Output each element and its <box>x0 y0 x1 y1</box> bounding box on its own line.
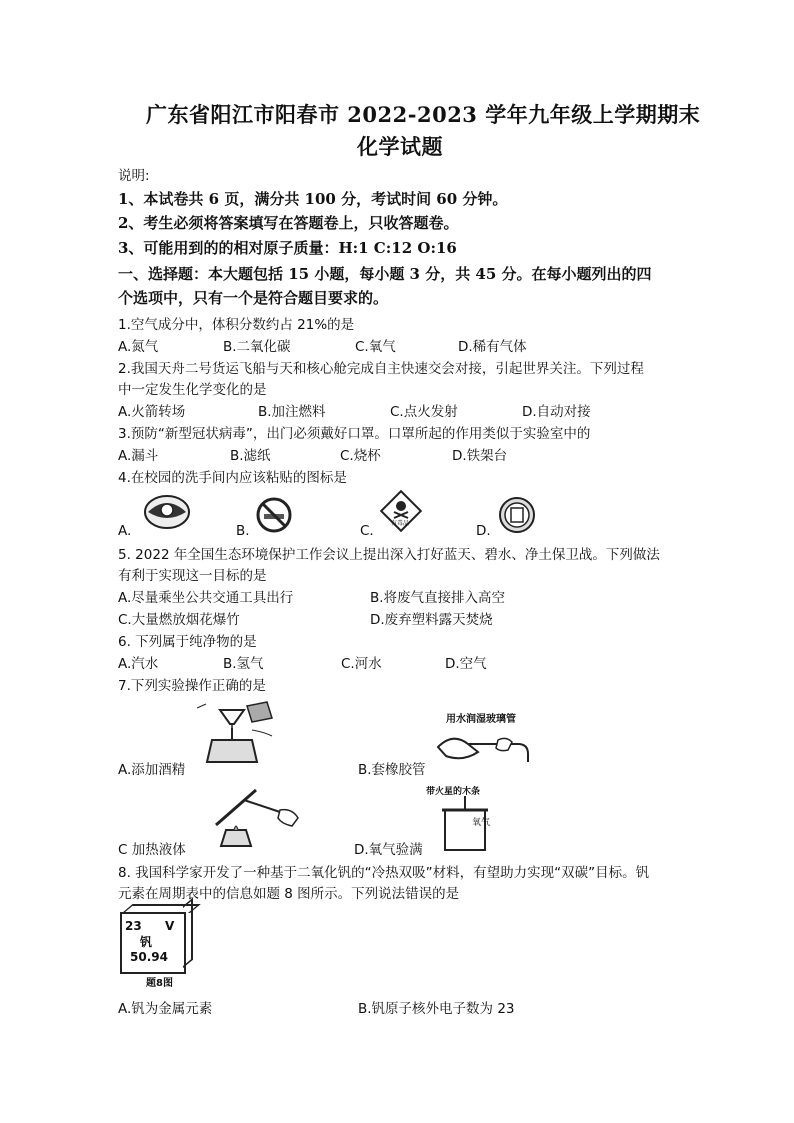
question-7: 7.下列实验操作正确的是 <box>118 678 266 694</box>
section-heading-cont: 个选项中，只有一个是符合题目要求的。 <box>118 289 389 307</box>
q1-option-a: A.氮气 <box>118 339 159 355</box>
alcohol-lamp-figure <box>192 700 282 770</box>
recycle-bin-icon <box>497 495 537 535</box>
q1-option-d: D.稀有气体 <box>458 339 527 355</box>
q4-option-b: B. <box>236 523 250 539</box>
q2-option-a: A.火箭转场 <box>118 404 186 420</box>
question-1: 1.空气成分中，体积分数约占 21%的是 <box>118 317 355 333</box>
question-2: 2.我国天舟二号货运飞船与天和核心舱完成自主快速交会对接，引起世界关注。下列过程 <box>118 361 644 377</box>
q6-option-a: A.汽水 <box>118 656 159 672</box>
toxic-label: 有毒品 <box>391 520 410 527</box>
q4-option-c: C. <box>360 523 374 539</box>
q3-option-a: A.漏斗 <box>118 448 159 464</box>
q7-d-caption: 带火星的木条 <box>426 787 481 797</box>
question-8-cont: 元素在周期表中的信息如题 8 图所示。下列说法错误的是 <box>118 886 460 902</box>
element-name: 钒 <box>140 935 153 949</box>
q3-option-d: D.铁架台 <box>452 448 508 464</box>
q3-option-b: B.滤纸 <box>230 448 271 464</box>
water-saving-icon <box>142 492 192 532</box>
page-subtitle: 化学试题 <box>357 134 443 159</box>
question-3: 3.预防“新型冠状病毒”，出门必须戴好口罩。口罩所起的作用类似于实验室中的 <box>118 426 591 442</box>
instruction-item: 1、本试卷共 6 页，满分共 100 分，考试时间 60 分钟。 <box>118 190 508 208</box>
q7-b-caption: 用水润湿玻璃管 <box>446 714 516 725</box>
q8-option-b: B.钒原子核外电子数为 23 <box>358 1001 515 1017</box>
q7-d-gas-label: 氧气 <box>472 818 491 828</box>
element-symbol: V <box>165 919 175 933</box>
question-5: 5. 2022 年全国生态环境保护工作会议上提出深入打好蓝天、碧水、净土保卫战。下列做法 <box>118 547 660 563</box>
q5-option-d: D.废弃塑料露天焚烧 <box>370 612 493 628</box>
q4-option-a: A. <box>118 523 132 539</box>
section-heading: 一、选择题：本大题包括 15 小题，每小题 3 分，共 45 分。在每小题列出的四 <box>118 265 652 283</box>
q1-option-c: C.氧气 <box>355 339 396 355</box>
q7-option-b: B.套橡胶管 <box>358 762 426 778</box>
instruction-item: 2、考生必须将答案填写在答题卷上，只收答题卷。 <box>118 214 459 232</box>
q1-option-b: B.二氧化碳 <box>223 339 291 355</box>
q7-option-c: C 加热液体 <box>118 842 186 858</box>
q2-option-d: D.自动对接 <box>522 404 591 420</box>
q4-option-d: D. <box>476 523 491 539</box>
q6-option-c: C.河水 <box>341 656 382 672</box>
q7-option-d: D.氧气验满 <box>354 842 423 858</box>
question-8: 8. 我国科学家开发了一种基于二氧化钒的“冷热双吸”材料，有望助力实现“双碳”目标。钒 <box>118 865 650 881</box>
q7-option-a: A.添加酒精 <box>118 762 186 778</box>
question-4: 4.在校园的洗手间内应该粘贴的图标是 <box>118 470 347 486</box>
figure-caption: 题8图 <box>146 978 173 989</box>
q8-option-a: A.钒为金属元素 <box>118 1001 213 1017</box>
q3-option-c: C.烧杯 <box>340 448 381 464</box>
question-5-cont: 有利于实现这一目标的是 <box>118 568 267 584</box>
no-smoking-icon <box>254 495 294 535</box>
page-title: 广东省阳江市阳春市 2022-2023 学年九年级上学期期末 <box>146 102 701 127</box>
q5-option-c: C.大量燃放烟花爆竹 <box>118 612 240 628</box>
q6-option-d: D.空气 <box>445 656 487 672</box>
question-6: 6. 下列属于纯净物的是 <box>118 634 257 650</box>
rubber-tube-figure <box>428 722 538 772</box>
toxic-hazard-icon <box>378 488 424 534</box>
instruction-item: 3、可能用到的的相对原子质量：H:1 C:12 O:16 <box>118 239 457 257</box>
q5-option-b: B.将废气直接排入高空 <box>370 590 506 606</box>
element-mass: 50.94 <box>130 950 168 964</box>
question-2-cont: 中一定发生化学变化的是 <box>118 382 267 398</box>
heating-liquid-figure <box>196 780 306 850</box>
element-number: 23 <box>125 919 142 933</box>
q5-option-a: A.尽量乘坐公共交通工具出行 <box>118 590 294 606</box>
instructions-heading: 说明: <box>118 168 150 184</box>
q2-option-b: B.加注燃料 <box>258 404 326 420</box>
q6-option-b: B.氢气 <box>223 656 264 672</box>
q2-option-c: C.点火发射 <box>390 404 458 420</box>
